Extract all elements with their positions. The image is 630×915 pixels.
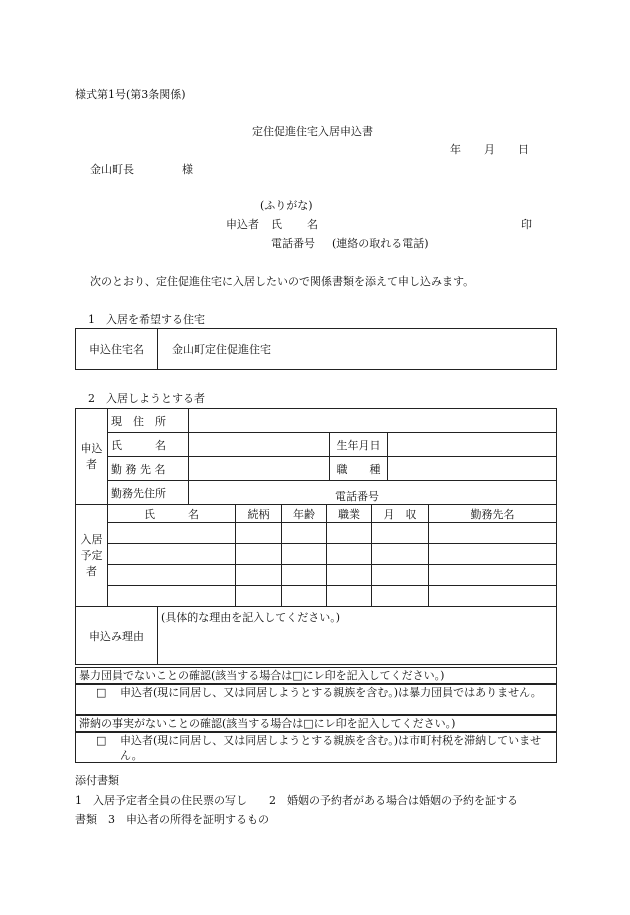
- residents-group-label: 入居予定者: [76, 505, 108, 607]
- date-month-label: 月: [484, 143, 495, 156]
- col-relation: 続柄: [236, 505, 282, 523]
- reason-label: 申込み理由: [76, 607, 158, 665]
- tax-check-row: [75, 732, 557, 763]
- attachments-heading: 添付書類: [75, 774, 119, 787]
- gang-check-heading: 暴力団員でないことの確認(該当する場合は□にレ印を記入してください。): [75, 667, 557, 684]
- workplace-phone-label: 電話番号: [189, 481, 557, 505]
- applicant-table: [75, 408, 557, 505]
- housing-value: 金山町定住促進住宅: [158, 329, 557, 370]
- section2-heading: 2 入居しようとする者: [88, 392, 205, 405]
- date-day-label: 日: [518, 143, 529, 156]
- col-name: 氏 名: [108, 505, 236, 523]
- col-income: 月 収: [372, 505, 429, 523]
- section1-table: [75, 328, 557, 370]
- gang-checkbox[interactable]: □: [96, 686, 107, 699]
- tax-check-heading: 滞納の事実がないことの確認(該当する場合は□にレ印を記入してください。): [75, 715, 557, 732]
- table-row: [76, 523, 557, 544]
- col-occupation: 職業: [327, 505, 372, 523]
- section1-heading: 1 入居を希望する住宅: [88, 313, 205, 326]
- form-number: 様式第1号(第3条関係): [75, 88, 186, 101]
- workplace-value: [189, 457, 330, 481]
- occupation-label: 職 種: [330, 457, 388, 481]
- applicant-phone-note: (連絡の取れる電話): [332, 237, 429, 250]
- birthdate-label: 生年月日: [330, 433, 388, 457]
- occupation-value: [388, 457, 557, 481]
- gang-check-text: 申込者(現に同居し、又は同居しようとする親族を含む。)は暴力団員ではありません。: [120, 686, 542, 699]
- workplace-label: 勤 務 先 名: [108, 457, 189, 481]
- seal-mark: 印: [521, 218, 532, 231]
- tax-checkbox[interactable]: □: [96, 734, 107, 747]
- addressee-mayor: 金山町長: [90, 163, 134, 176]
- attachments-line-2: 書類 3 申込者の所得を証明するもの: [75, 813, 269, 826]
- addressee-honorific: 様: [182, 163, 193, 176]
- tax-check-text: 申込者(現に同居し、又は同居しようとする親族を含む。)は市町村税を滞納していません。: [120, 734, 542, 762]
- attachments-line-1: 1 入居予定者全員の住民票の写し 2 婚姻の予約者がある場合は婚姻の予約を証する: [75, 794, 518, 807]
- workplace-address-label: 勤務先住所: [108, 481, 189, 505]
- applicant-label: 申込者: [226, 218, 259, 231]
- table-row: [76, 544, 557, 565]
- gang-check-row: [75, 684, 557, 715]
- name-label: 氏 名: [108, 433, 189, 457]
- applicant-group-label: 申込者: [76, 409, 108, 505]
- table-row: [76, 565, 557, 586]
- applicant-name-label-2: 名: [307, 218, 318, 231]
- address-label: 現 住 所: [108, 409, 189, 433]
- reason-table: [75, 606, 557, 665]
- reason-hint: (具体的な理由を記入してください。): [158, 607, 557, 665]
- applicant-phone-label: 電話番号: [271, 237, 315, 250]
- col-age: 年齢: [282, 505, 327, 523]
- residents-table: [75, 504, 557, 607]
- furigana-label: (ふりがな): [260, 199, 313, 212]
- table-row: [76, 586, 557, 607]
- date-year-label: 年: [450, 143, 461, 156]
- form-title: 定住促進住宅入居申込書: [252, 125, 373, 138]
- address-value: [189, 409, 557, 433]
- intro-text: 次のとおり、定住促進住宅に入居したいので関係書類を添えて申し込みます。: [90, 275, 475, 288]
- col-workplace: 勤務先名: [429, 505, 557, 523]
- applicant-name-label-1: 氏: [271, 218, 282, 231]
- birthdate-value: [388, 433, 557, 457]
- name-value: [189, 433, 330, 457]
- housing-label: 申込住宅名: [76, 329, 158, 370]
